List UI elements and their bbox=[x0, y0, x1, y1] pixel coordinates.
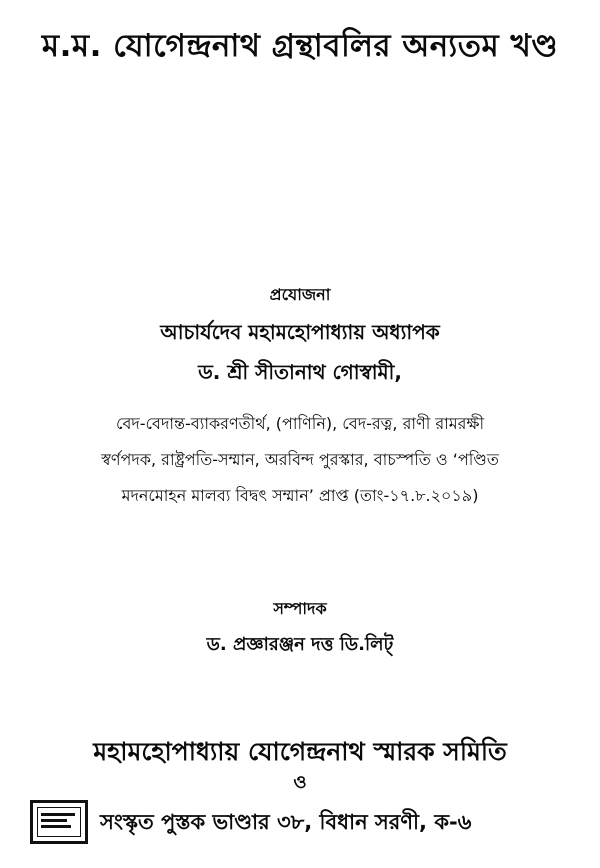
mentor-name: ড. শ্রী সীতানাথ গোস্বামী, bbox=[198, 360, 402, 384]
publisher-conjunction: ও bbox=[293, 772, 307, 793]
editor-name: ড. প্রজ্ঞারঞ্জন দত্ত ডি.লিট্ bbox=[206, 634, 394, 655]
book-series-title: ম.ম. যোগেন্দ্রনাথ গ্রন্থাবলির অন্যতম খণ্ড bbox=[41, 28, 559, 64]
publisher-committee: মহামহোপাধ্যায় যোগেন্দ্রনাথ স্মারক সমিতি bbox=[93, 737, 507, 766]
honours-line: মদনমোহন মালব্য বিদ্বৎ সম্মান’ প্রাপ্ত (তাং-১৭.৮.২০১৯) bbox=[121, 486, 479, 505]
bookstore-address: সংস্কৃত পুস্তক ভাণ্ডার ৩৮, বিধান সরণী, ক-৬ bbox=[100, 810, 472, 834]
mentor-title: আচার্যদেব মহামহোপাধ্যায় অধ্যাপক bbox=[160, 320, 440, 344]
publisher-logo bbox=[30, 800, 88, 844]
honours-line: বেদ-বেদান্ত-ব্যাকরণতীর্থ, (পাণিনি), বেদ-রত্ন, রাণী রামরক্ষী bbox=[115, 414, 485, 433]
editor-label: সম্পাদক bbox=[273, 599, 327, 618]
inspiration-label: প্রযোজনা bbox=[269, 285, 331, 304]
honours-line: স্বর্ণপদক, রাষ্ট্রপতি-সম্মান, অরবিন্দ পুরস্কার, বাচস্পতি ও ‘পণ্ডিত bbox=[101, 450, 499, 469]
bookstore-row bbox=[30, 798, 586, 848]
mentor-honours bbox=[0, 406, 600, 514]
